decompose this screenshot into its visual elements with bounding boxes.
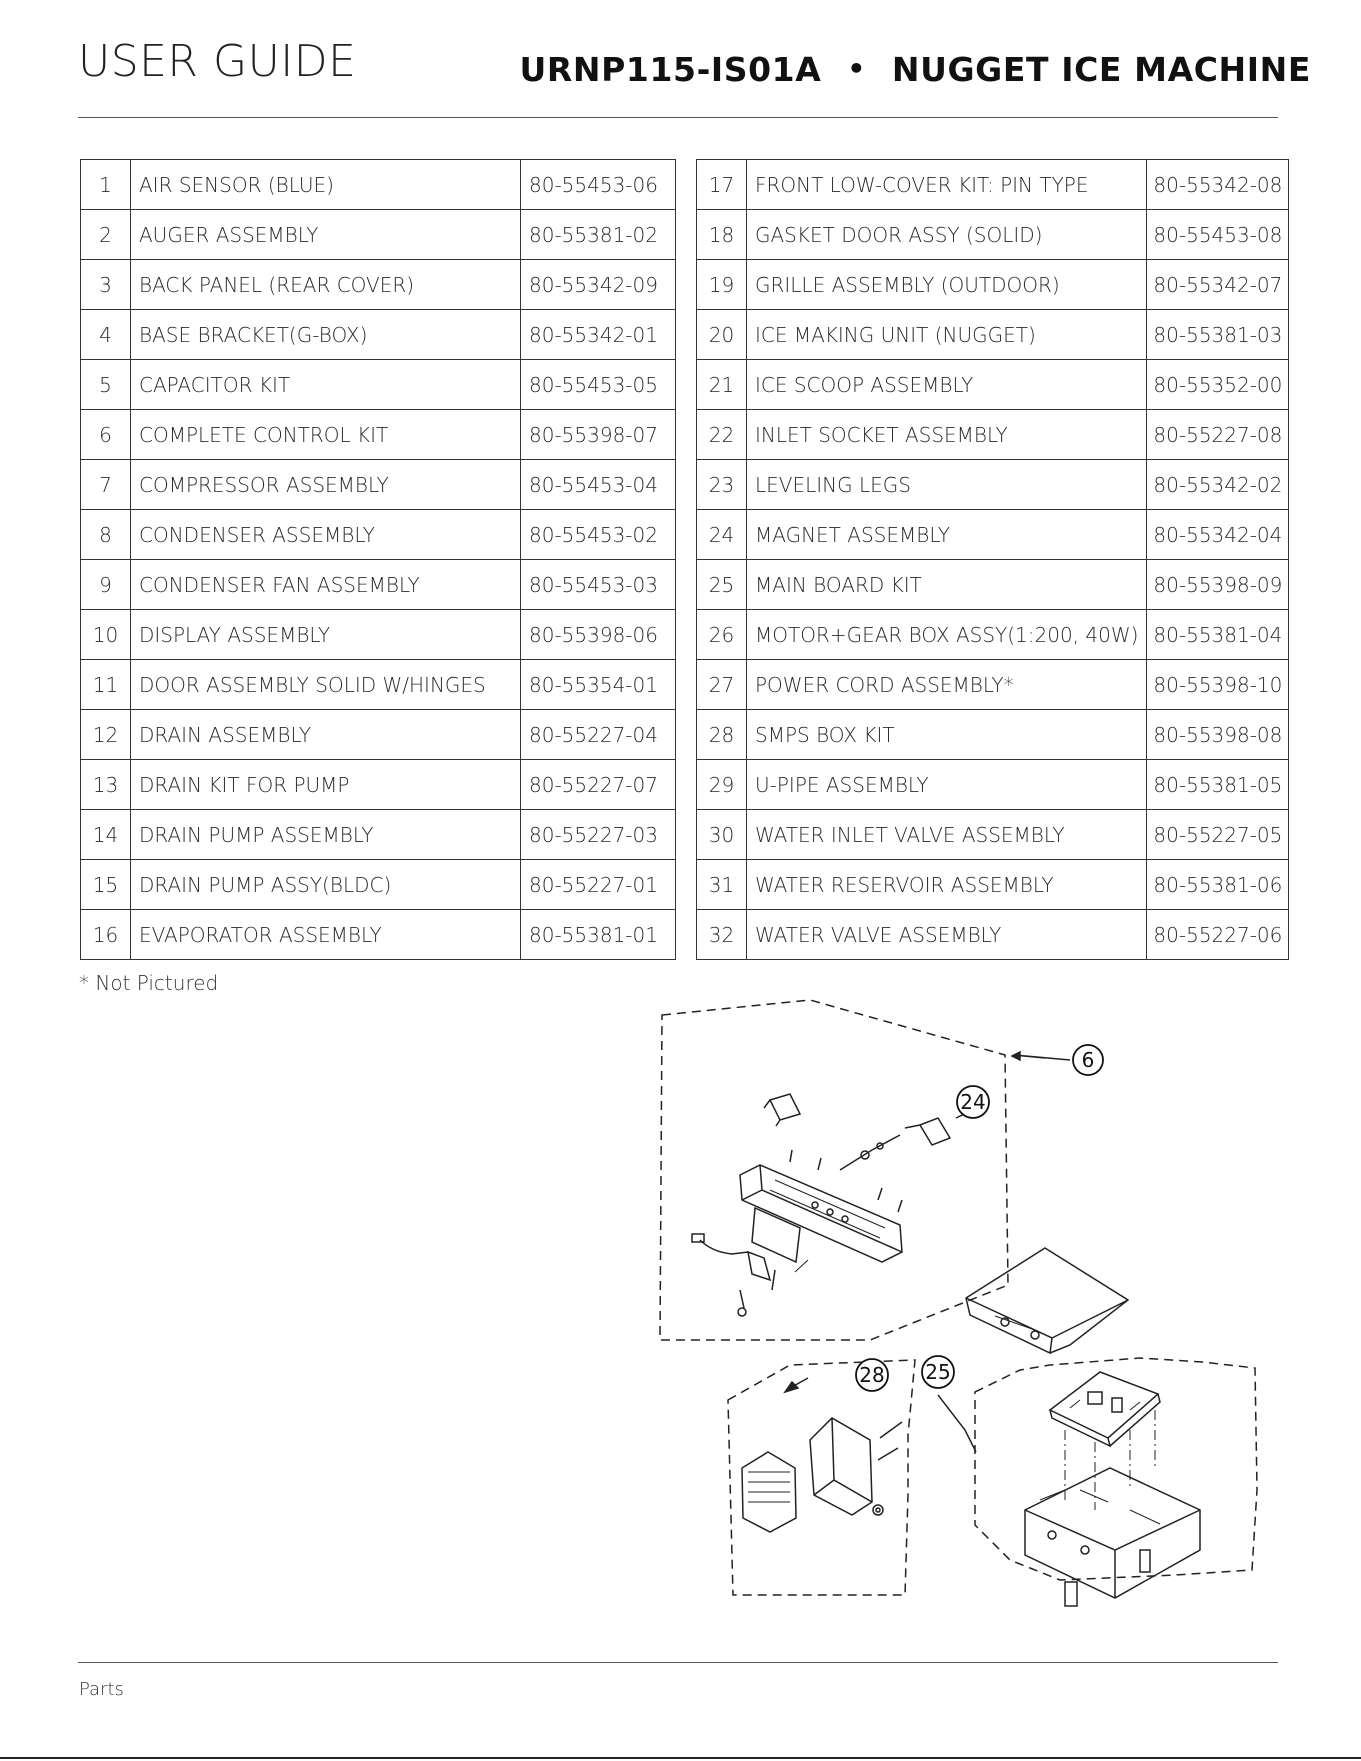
table-row xyxy=(697,410,1289,460)
table-row xyxy=(81,410,676,460)
part-description: U-PIPE ASSEMBLY xyxy=(747,760,1147,810)
part-description: WATER RESERVOIR ASSEMBLY xyxy=(747,860,1147,910)
part-code: 80-55227-03 xyxy=(521,810,676,860)
part-code: 80-55398-10 xyxy=(1147,660,1289,710)
part-number-index: 25 xyxy=(697,560,747,610)
part-number-index: 13 xyxy=(81,760,131,810)
parts-table-left xyxy=(80,159,676,960)
table-row xyxy=(81,210,676,260)
table-row xyxy=(81,610,676,660)
header-divider xyxy=(78,117,1278,118)
callout-6-label: 6 xyxy=(1081,1048,1095,1072)
callout-6 xyxy=(1073,1045,1103,1075)
part-code: 80-55227-06 xyxy=(1147,910,1289,960)
part-description: BACK PANEL (REAR COVER) xyxy=(131,260,521,310)
table-row xyxy=(81,760,676,810)
table-row xyxy=(697,160,1289,210)
parts-exploded-diagram xyxy=(640,990,1270,1640)
callout-leader-6 xyxy=(1014,1055,1070,1060)
part-code: 80-55398-06 xyxy=(521,610,676,660)
main-board-box-part xyxy=(1025,1468,1200,1598)
part-code: 80-55398-07 xyxy=(521,410,676,460)
part-number-index: 18 xyxy=(697,210,747,260)
part-description: DRAIN KIT FOR PUMP xyxy=(131,760,521,810)
callout-24 xyxy=(957,1086,989,1118)
part-number-index: 16 xyxy=(81,910,131,960)
part-number-index: 26 xyxy=(697,610,747,660)
part-number-index: 7 xyxy=(81,460,131,510)
part-code: 80-55227-08 xyxy=(1147,410,1289,460)
part-number-index: 9 xyxy=(81,560,131,610)
callout-25 xyxy=(922,1356,954,1388)
part-code: 80-55381-06 xyxy=(1147,860,1289,910)
part-description: MOTOR+GEAR BOX ASSY(1:200, 40W) xyxy=(747,610,1147,660)
part-code: 80-55342-04 xyxy=(1147,510,1289,560)
part-code: 80-55453-05 xyxy=(521,360,676,410)
table-row xyxy=(697,360,1289,410)
part-description: AUGER ASSEMBLY xyxy=(131,210,521,260)
callout-28-label: 28 xyxy=(859,1363,885,1387)
part-code: 80-55342-08 xyxy=(1147,160,1289,210)
part-code: 80-55342-07 xyxy=(1147,260,1289,310)
magnet-bracket-left xyxy=(764,1094,800,1126)
table-row xyxy=(697,210,1289,260)
part-code: 80-55381-05 xyxy=(1147,760,1289,810)
part-code: 80-55342-01 xyxy=(521,310,676,360)
table-row xyxy=(81,510,676,560)
main-board-part xyxy=(1050,1372,1160,1446)
main-board-boundary xyxy=(975,1358,1257,1580)
part-number-index: 15 xyxy=(81,860,131,910)
part-number-index: 2 xyxy=(81,210,131,260)
smps-box-part xyxy=(810,1418,872,1515)
part-description: GRILLE ASSEMBLY (OUTDOOR) xyxy=(747,260,1147,310)
table-row xyxy=(81,160,676,210)
part-number-index: 23 xyxy=(697,460,747,510)
table-row xyxy=(697,510,1289,560)
table-row xyxy=(697,610,1289,660)
part-code: 80-55453-04 xyxy=(521,460,676,510)
table-row xyxy=(81,860,676,910)
part-code: 80-55381-01 xyxy=(521,910,676,960)
part-number-index: 30 xyxy=(697,810,747,860)
part-description: AIR SENSOR (BLUE) xyxy=(131,160,521,210)
part-number-index: 22 xyxy=(697,410,747,460)
callout-28 xyxy=(856,1359,888,1391)
part-number-index: 28 xyxy=(697,710,747,760)
cover-plate-part xyxy=(966,1248,1128,1353)
part-code: 80-55227-05 xyxy=(1147,810,1289,860)
callout-25-label: 25 xyxy=(925,1360,951,1384)
part-description: MAIN BOARD KIT xyxy=(747,560,1147,610)
table-row xyxy=(81,710,676,760)
part-number-index: 17 xyxy=(697,160,747,210)
table-row xyxy=(697,810,1289,860)
part-number-index: 14 xyxy=(81,810,131,860)
part-number-index: 10 xyxy=(81,610,131,660)
part-description: SMPS BOX KIT xyxy=(747,710,1147,760)
table-row xyxy=(81,560,676,610)
part-description: FRONT LOW-COVER KIT: PIN TYPE xyxy=(747,160,1147,210)
part-description: CONDENSER FAN ASSEMBLY xyxy=(131,560,521,610)
part-description: EVAPORATOR ASSEMBLY xyxy=(131,910,521,960)
part-code: 80-55352-00 xyxy=(1147,360,1289,410)
model-header xyxy=(519,50,1311,89)
part-number-index: 8 xyxy=(81,510,131,560)
part-description: ICE SCOOP ASSEMBLY xyxy=(747,360,1147,410)
part-number-index: 32 xyxy=(697,910,747,960)
part-description: DISPLAY ASSEMBLY xyxy=(131,610,521,660)
part-code: 80-55398-08 xyxy=(1147,710,1289,760)
footer-divider xyxy=(78,1662,1278,1663)
part-number-index: 5 xyxy=(81,360,131,410)
table-row xyxy=(697,260,1289,310)
table-row xyxy=(697,710,1289,760)
part-number-index: 19 xyxy=(697,260,747,310)
table-row xyxy=(697,460,1289,510)
part-number-index: 11 xyxy=(81,660,131,710)
table-row xyxy=(81,810,676,860)
part-description: LEVELING LEGS xyxy=(747,460,1147,510)
part-description: COMPRESSOR ASSEMBLY xyxy=(131,460,521,510)
model-number: URNP115-IS01A xyxy=(519,50,822,89)
part-description: BASE BRACKET(G-BOX) xyxy=(131,310,521,360)
part-description: CONDENSER ASSEMBLY xyxy=(131,510,521,560)
control-kit-boundary xyxy=(660,1000,1008,1340)
part-number-index: 12 xyxy=(81,710,131,760)
table-row xyxy=(697,860,1289,910)
part-description: DRAIN PUMP ASSY(BLDC) xyxy=(131,860,521,910)
part-code: 80-55342-09 xyxy=(521,260,676,310)
part-number-index: 27 xyxy=(697,660,747,710)
header-separator: • xyxy=(847,52,866,85)
part-code: 80-55227-07 xyxy=(521,760,676,810)
part-description: DRAIN PUMP ASSEMBLY xyxy=(131,810,521,860)
table-row xyxy=(81,360,676,410)
part-code: 80-55453-06 xyxy=(521,160,676,210)
table-row xyxy=(81,310,676,360)
parts-table-right xyxy=(696,159,1289,960)
part-code: 80-55342-02 xyxy=(1147,460,1289,510)
part-number-index: 24 xyxy=(697,510,747,560)
part-description: MAGNET ASSEMBLY xyxy=(747,510,1147,560)
document-title: USER GUIDE xyxy=(78,36,357,87)
table-row xyxy=(697,760,1289,810)
page-edge xyxy=(0,1757,1361,1759)
part-description: WATER INLET VALVE ASSEMBLY xyxy=(747,810,1147,860)
part-code: 80-55381-02 xyxy=(521,210,676,260)
part-number-index: 21 xyxy=(697,360,747,410)
table-row xyxy=(81,910,676,960)
footer-section-label: Parts xyxy=(79,1679,124,1700)
part-number-index: 4 xyxy=(81,310,131,360)
part-number-index: 6 xyxy=(81,410,131,460)
part-code: 80-55381-03 xyxy=(1147,310,1289,360)
part-code: 80-55354-01 xyxy=(521,660,676,710)
magnet-assembly-part xyxy=(840,1118,950,1170)
part-code: 80-55227-01 xyxy=(521,860,676,910)
table-row xyxy=(697,910,1289,960)
table-row xyxy=(81,260,676,310)
part-description: DRAIN ASSEMBLY xyxy=(131,710,521,760)
table-row xyxy=(81,660,676,710)
table-row xyxy=(697,310,1289,360)
table-row xyxy=(697,560,1289,610)
part-description: ICE MAKING UNIT (NUGGET) xyxy=(747,310,1147,360)
part-number-index: 31 xyxy=(697,860,747,910)
part-code: 80-55398-09 xyxy=(1147,560,1289,610)
part-code: 80-55453-08 xyxy=(1147,210,1289,260)
callout-24-label: 24 xyxy=(960,1090,986,1114)
table-row xyxy=(697,660,1289,710)
footnote: * Not Pictured xyxy=(79,971,219,995)
part-code: 80-55381-04 xyxy=(1147,610,1289,660)
part-description: POWER CORD ASSEMBLY* xyxy=(747,660,1147,710)
smps-box-boundary xyxy=(728,1360,915,1595)
product-name: NUGGET ICE MACHINE xyxy=(891,50,1311,89)
part-description: WATER VALVE ASSEMBLY xyxy=(747,910,1147,960)
part-number-index: 3 xyxy=(81,260,131,310)
part-description: DOOR ASSEMBLY SOLID W/HINGES xyxy=(131,660,521,710)
part-number-index: 20 xyxy=(697,310,747,360)
part-description: COMPLETE CONTROL KIT xyxy=(131,410,521,460)
part-number-index: 29 xyxy=(697,760,747,810)
part-code: 80-55453-03 xyxy=(521,560,676,610)
display-board-part xyxy=(752,1208,800,1262)
part-number-index: 1 xyxy=(81,160,131,210)
part-description: INLET SOCKET ASSEMBLY xyxy=(747,410,1147,460)
part-description: CAPACITOR KIT xyxy=(131,360,521,410)
table-row xyxy=(81,460,676,510)
part-description: GASKET DOOR ASSY (SOLID) xyxy=(747,210,1147,260)
part-code: 80-55227-04 xyxy=(521,710,676,760)
part-code: 80-55453-02 xyxy=(521,510,676,560)
